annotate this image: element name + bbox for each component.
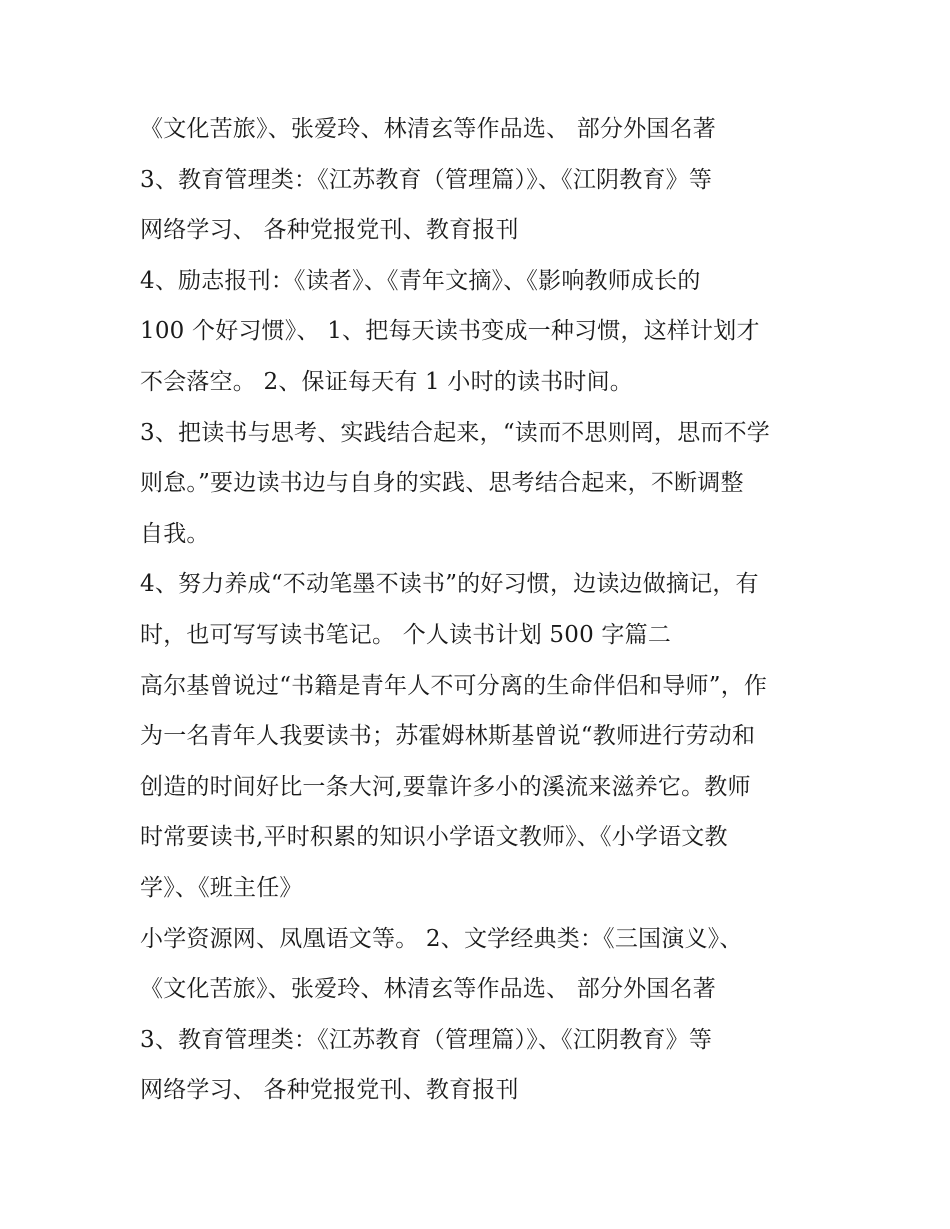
text-line: 自我。 [140, 520, 210, 547]
text-line: 4、努力养成“不动笔墨不读书”的好习惯，边读边做摘记，有 [140, 571, 759, 598]
text-line: 学》、《班主任》 [140, 874, 303, 901]
text-line: 4、励志报刊：《读者》、《青年文摘》、《影响教师成长的 [140, 267, 701, 294]
text-line: 为一名青年人我要读书；苏霍姆林斯基曾说“教师进行劳动和 [140, 723, 756, 750]
text-line: 小学资源网、凤凰语文等。 2、文学经典类：《三国演义》、 [140, 925, 743, 952]
text-line: 100 个好习惯》、 1、把每天读书变成一种习惯，这样计划才 [140, 318, 760, 345]
text-line: 高尔基曾说过“书籍是青年人不可分离的生命伴侣和导师”，作 [140, 672, 768, 699]
text-line: 时常要读书,平时积累的知识小学语文教师》、《小学语文教 [140, 824, 728, 851]
text-line: 3、教育管理类：《江苏教育（管理篇）》、《江阴教育》等 [140, 1026, 713, 1053]
text-line: 《文化苦旅》、张爱玲、林清玄等作品选、 部分外国名著 [140, 976, 717, 1003]
text-line: 则怠。”要边读书边与自身的实践、思考结合起来，不断调整 [140, 470, 744, 497]
body-text [140, 104, 820, 1116]
text-line: 《文化苦旅》、张爱玲、林清玄等作品选、 部分外国名著 [140, 116, 717, 142]
text-line: 时，也可写写读书笔记。 个人读书计划 500 字篇二 [140, 621, 672, 648]
text-line: 不会落空。 2、保证每天有 1 小时的读书时间。 [140, 368, 633, 395]
text-line: 网络学习、 各种党报党刊、教育报刊 [140, 1077, 519, 1104]
text-line: 创造的时间好比一条大河,要靠许多小的溪流来滋养它。教师 [140, 773, 751, 800]
text-line: 3、教育管理类：《江苏教育（管理篇）》、《江阴教育》等 [140, 166, 713, 193]
text-line: 3、把读书与思考、实践结合起来，“读而不思则罔，思而不学 [140, 419, 770, 446]
text-line: 网络学习、 各种党报党刊、教育报刊 [140, 217, 519, 244]
